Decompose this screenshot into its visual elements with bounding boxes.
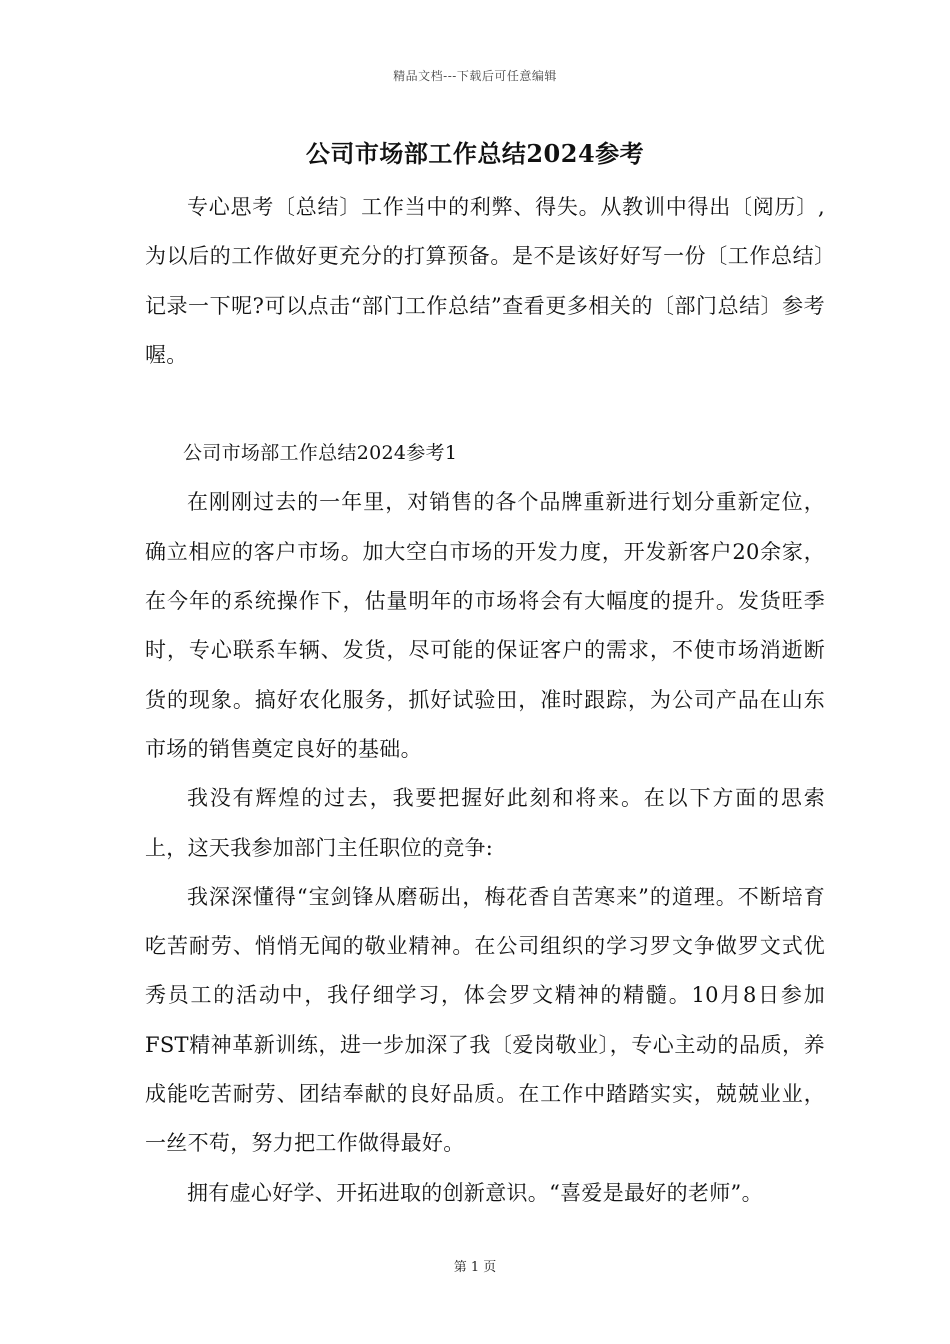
- document-body: [145, 183, 825, 1218]
- paragraph-gap: [145, 380, 825, 429]
- document-title: 公司市场部工作总结2024参考: [305, 139, 645, 168]
- running-header: 精品文档---下载后可任意编辑: [393, 69, 557, 83]
- section-heading: 公司市场部工作总结2024参考1: [183, 442, 458, 465]
- body-paragraph: 我深深懂得“宝剑锋从磨砺出，梅花香自苦寒来”的道理。不断培育吃苦耐劳、悄悄无闻的敬业精神。在公司组织的学习罗文争做罗文式优秀员工的活动中，我仔细学习，体会罗文精神的精髓。10月8日参加FST精神革新训练，进一步加深了我〔爱岗敬业〕，专心主动的品质，养成能吃苦耐劳、团结奉献的良好品质。在工作中踏踏实实，兢兢业业，一丝不苟，努力把工作做得最好。: [145, 884, 825, 1156]
- body-paragraph: 在刚刚过去的一年里，对销售的各个品牌重新进行划分重新定位，确立相应的客户市场。加大空白市场的开发力度，开发新客户20余家，在今年的系统操作下，估量明年的市场将会有大幅度的提升。发货旺季时，专心联系车辆、发货，尽可能的保证客户的需求，不使市场消逝断货的现象。搞好农化服务，抓好试验田，准时跟踪，为公司产品在山东市场的销售奠定良好的基础。: [145, 490, 825, 761]
- intro-paragraph: 专心思考〔总结〕工作当中的利弊、得失。从教训中得出〔阅历〕,为以后的工作做好更充分的打算预备。是不是该好好写一份〔工作总结〕记录一下呢?可以点击“部门工作总结”查看更多相关的〔部门总结〕参考喔。: [145, 195, 825, 367]
- page-number: 第 1 页: [453, 1260, 497, 1275]
- body-paragraph: 拥有虚心好学、开拓进取的创新意识。“喜爱是最好的老师”。: [187, 1180, 763, 1205]
- body-paragraph: 我没有辉煌的过去，我要把握好此刻和将来。在以下方面的思索上，这天我参加部门主任职位的竞争:: [145, 786, 825, 860]
